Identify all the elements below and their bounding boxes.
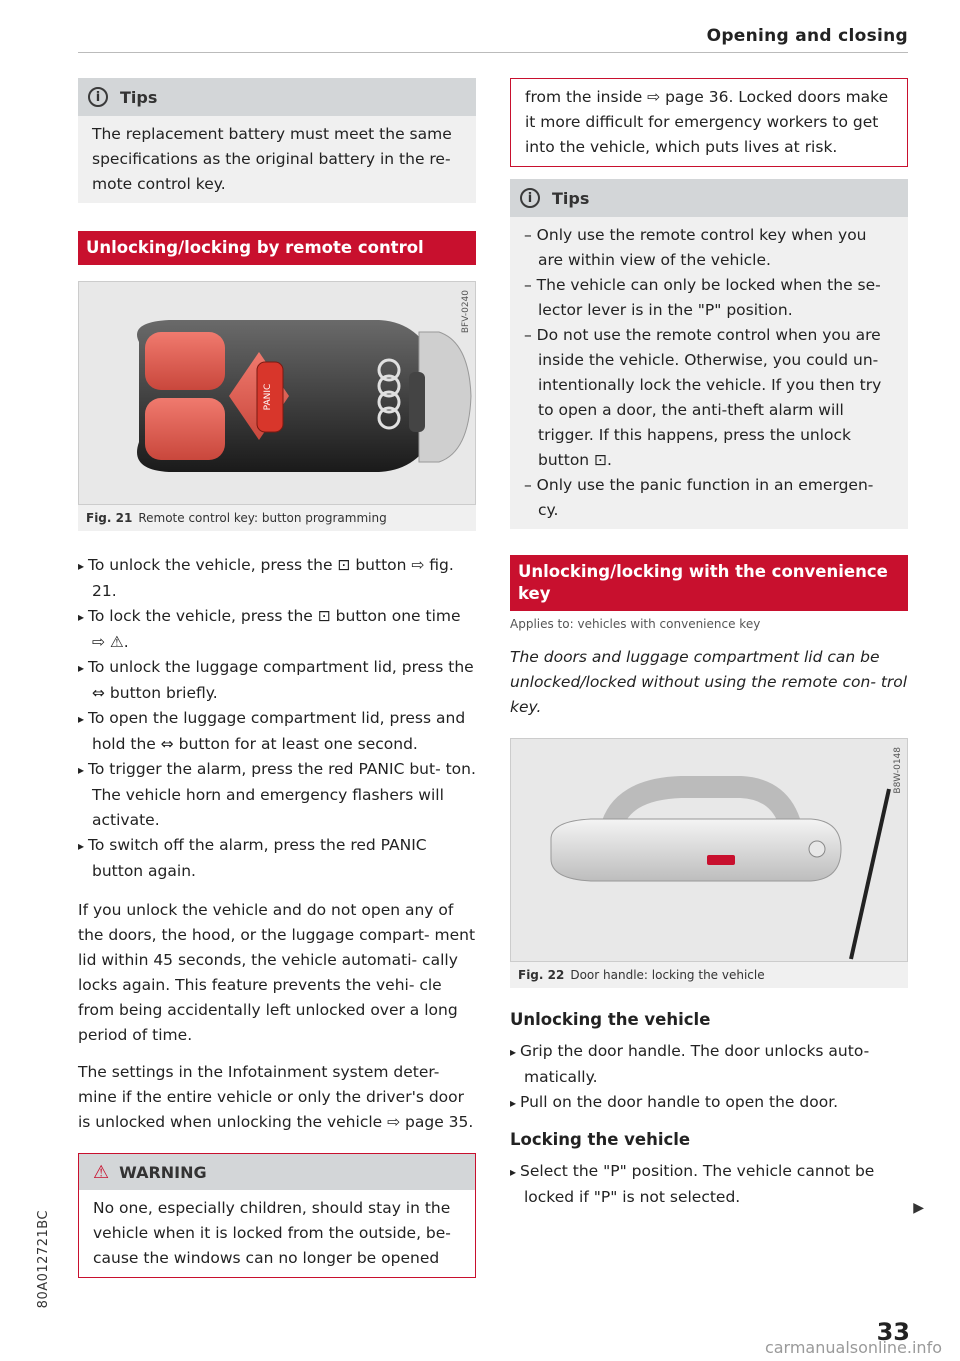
unlock-steps — [510, 1039, 908, 1116]
tips-item: – Only use the remote control key when you are within view of the vehicle. — [524, 226, 867, 269]
tips-header — [78, 78, 476, 116]
door-handle-illustration — [511, 739, 907, 961]
panic-label: PANIC — [263, 383, 273, 411]
tips-box — [78, 78, 476, 203]
tips-text: The replacement battery must meet the same specifications as the original battery in the re- mote control key. — [92, 125, 452, 193]
side-document-code: 80A012721BC — [36, 1210, 51, 1309]
figure-door-handle — [510, 738, 908, 962]
caption-label: Fig. 21 — [86, 511, 133, 525]
lock-steps — [510, 1159, 908, 1210]
tips-title: Tips — [120, 87, 158, 107]
warning-title: WARNING — [119, 1162, 207, 1182]
step-item: ▸ To unlock the vehicle, press the ⊡ button ⇨ fig. 21. — [78, 553, 476, 604]
left-column — [78, 78, 476, 1278]
tips-item: – Only use the panic function in an emergen- cy. — [524, 476, 874, 519]
tips-item: – Do not use the remote control when you are inside the vehicle. Otherwise, you could un- intentionally lock the vehicle. If you then try to open a door, the anti-theft alarm will trigger. If this happens, press the unlock button ⊡. — [524, 326, 882, 469]
step-item: ▸ To lock the vehicle, press the ⊡ button one time ⇨ ⚠. — [78, 604, 476, 655]
warning-continued-text: from the inside ⇨ page 36. Locked doors make it more difficult for emergency workers to get into the vehicle, which puts lives at risk. — [525, 88, 889, 156]
step-item: ▸ To switch off the alarm, press the red PANIC button again. — [78, 833, 476, 884]
page-header-title: Opening and closing — [706, 26, 908, 46]
warning-text: No one, especially children, should stay in the vehicle when it is locked from the outside, be- cause the windows can no longer be opened — [93, 1199, 451, 1267]
tips-header-2 — [510, 179, 908, 217]
step-item: ▸ Select the "P" position. The vehicle cannot be locked if "P" is not selected. — [510, 1159, 908, 1210]
info-icon: i — [88, 87, 108, 107]
convenience-intro: The doors and luggage compartment lid can be unlocked/locked without using the remote con- trol key. — [510, 648, 908, 716]
warning-box-continued — [510, 78, 908, 167]
remote-key-illustration — [79, 282, 475, 504]
header-rule — [78, 52, 908, 53]
unlocking-heading: Unlocking the vehicle — [510, 1010, 711, 1029]
step-item: ▸ To open the luggage compartment lid, press and hold the ⇔ button for at least one second. — [78, 706, 476, 757]
figure-code: BFV-0240 — [461, 290, 471, 334]
tips-title-2: Tips — [552, 188, 590, 208]
page-number: 33 — [876, 1318, 910, 1346]
tips-list — [524, 223, 894, 523]
step-item: ▸ To trigger the alarm, press the red PANIC but- ton. The vehicle horn and emergency flashers will activate. — [78, 757, 476, 833]
tips-body-2 — [510, 217, 908, 529]
caption-label: Fig. 22 — [518, 968, 565, 982]
infotainment-paragraph: The settings in the Infotainment system deter- mine if the entire vehicle or only the driver's door is unlocked when unlocking the vehicle ⇨ page 35. — [78, 1063, 474, 1131]
tips-item: – The vehicle can only be locked when the se- lector lever is in the "P" position. — [524, 276, 881, 319]
remote-steps — [78, 553, 476, 884]
warning-triangle-icon: ⚠ — [93, 1161, 110, 1183]
auto-lock-paragraph: If you unlock the vehicle and do not open any of the doors, the hood, or the luggage compart- ment lid within 45 seconds, the vehicle automati- cally locks again. This feature prevents the vehi- cle from being accidentally left unlocked over a long period of time. — [78, 901, 476, 1044]
watermark: carmanualsonline.info — [764, 1338, 942, 1357]
figure-remote-key — [78, 281, 476, 505]
step-item: ▸ Pull on the door handle to open the door. — [510, 1090, 908, 1116]
step-item: ▸ To unlock the luggage compartment lid, press the ⇔ button briefly. — [78, 655, 476, 706]
tips-box-2 — [510, 179, 908, 529]
next-page-arrow-icon: ▶ — [913, 1200, 924, 1216]
warning-header — [79, 1154, 475, 1190]
warning-box — [78, 1153, 476, 1278]
right-column — [510, 78, 908, 1210]
figure-caption-2 — [510, 962, 908, 988]
figure-caption — [78, 505, 476, 531]
step-item: ▸ Grip the door handle. The door unlocks auto- matically. — [510, 1039, 908, 1090]
locking-heading: Locking the vehicle — [510, 1130, 691, 1149]
tips-body — [78, 116, 476, 203]
applies-to: Applies to: vehicles with convenience key — [510, 617, 761, 631]
section-heading-convenience: Unlocking/locking with the convenience key — [510, 555, 908, 611]
caption-text: Door handle: locking the vehicle — [570, 968, 765, 982]
caption-text: Remote control key: button programming — [138, 511, 387, 525]
section-heading-remote: Unlocking/locking by remote control — [78, 231, 476, 265]
info-icon: i — [520, 188, 540, 208]
figure-code: B8W-0148 — [893, 747, 903, 794]
